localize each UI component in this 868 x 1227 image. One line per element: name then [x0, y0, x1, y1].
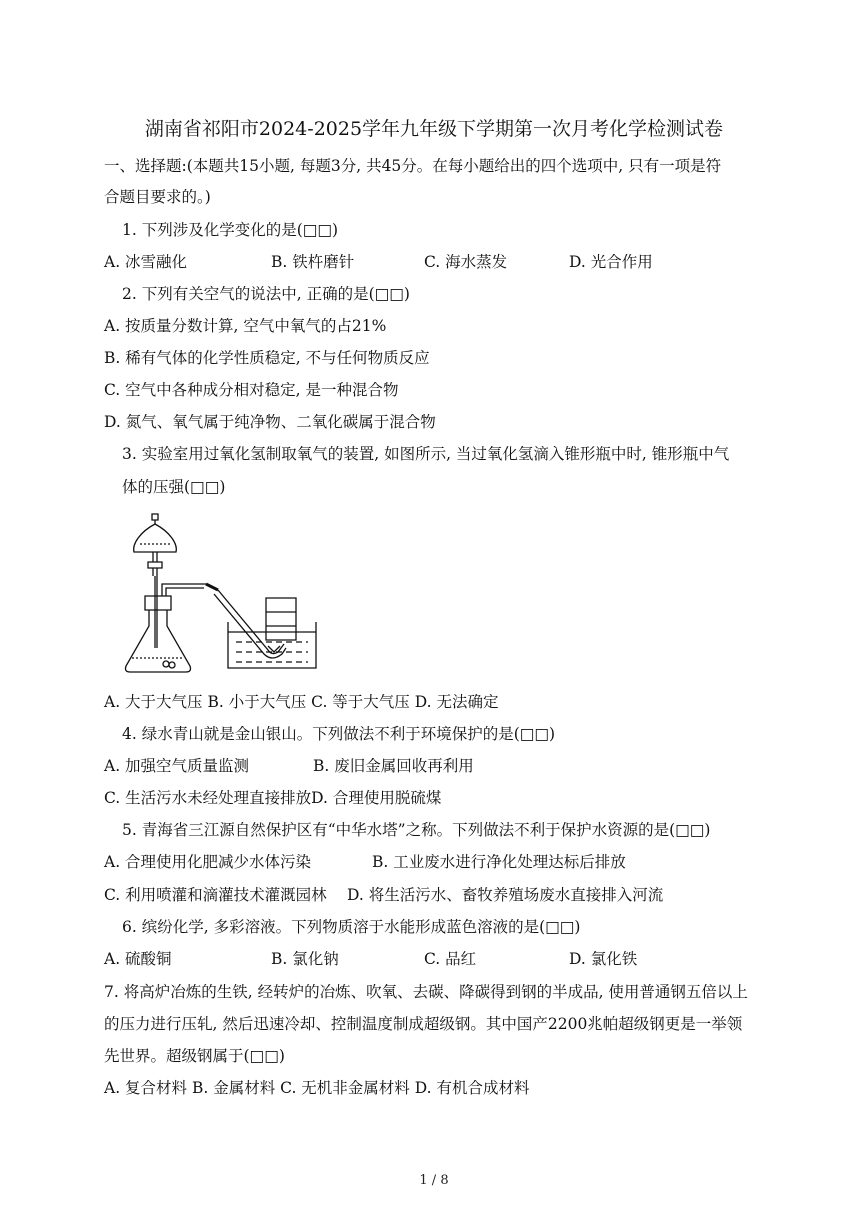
- q3-stem-line1: 3. 实验室用过氧化氢制取氧气的装置, 如图所示, 当过氧化氢滴入锥形瓶中时, 锥形瓶中气: [122, 445, 730, 463]
- q2-option-d: D. 氮气、氧气属于纯净物、二氧化碳属于混合物: [104, 413, 436, 431]
- q2-option-b: B. 稀有气体的化学性质稳定, 不与任何物质反应: [104, 349, 430, 367]
- q5-stem: 5. 青海省三江源自然保护区有“中华水塔”之称。下列做法不利于保护水资源的是(□□): [122, 821, 711, 839]
- q2-option-c: C. 空气中各种成分相对稳定, 是一种混合物: [104, 381, 399, 399]
- q5-option-c: C. 利用喷灌和滴灌技术灌溉园林: [104, 886, 327, 904]
- q1-stem: 1. 下列涉及化学变化的是(□□): [122, 221, 339, 239]
- q2-option-a: A. 按质量分数计算, 空气中氧气的占21%: [104, 317, 387, 335]
- q6-option-c: C. 品红: [424, 950, 477, 968]
- q5-option-b: B. 工业废水进行净化处理达标后排放: [372, 853, 626, 871]
- q5-option-d: D. 将生活污水、畜牧养殖场废水直接排入河流: [347, 886, 664, 904]
- q2-stem: 2. 下列有关空气的说法中, 正确的是(□□): [122, 285, 410, 303]
- q4-option-b: B. 废旧金属回收再利用: [313, 757, 474, 775]
- q6-stem: 6. 缤纷化学, 多彩溶液。下列物质溶于水能形成蓝色溶液的是(□□): [122, 918, 581, 936]
- q1-option-d: D. 光合作用: [569, 253, 653, 271]
- q4-option-cd: C. 生活污水未经处理直接排放D. 合理使用脱硫煤: [104, 789, 442, 807]
- q5-option-a: A. 合理使用化肥减少水体污染: [104, 853, 312, 871]
- q7-stem-line1: 7. 将高炉冶炼的生铁, 经转炉的冶炼、吹氧、去碳、降碳得到钢的半成品, 使用普通钢五倍以上: [104, 983, 748, 1001]
- q4-stem: 4. 绿水青山就是金山银山。下列做法不利于环境保护的是(□□): [122, 725, 556, 743]
- q6-option-a: A. 硫酸铜: [104, 950, 172, 968]
- q1-option-a: A. 冰雪融化: [104, 253, 188, 271]
- q3-stem-line2: 体的压强(□□): [122, 478, 226, 496]
- q7-stem-line3: 先世界。超级钢属于(□□): [104, 1047, 285, 1065]
- section-heading-line2: 合题目要求的。): [104, 188, 211, 206]
- section-heading-line1: 一、选择题:(本题共15小题, 每题3分, 共45分。在每小题给出的四个选项中, 只有一项是符: [104, 157, 722, 175]
- q3-options: A. 大于大气压 B. 小于大气压 C. 等于大气压 D. 无法确定: [104, 693, 499, 711]
- q6-option-d: D. 氯化铁: [569, 950, 638, 968]
- page-number: 1 / 8: [419, 1173, 449, 1188]
- q7-options: A. 复合材料 B. 金属材料 C. 无机非金属材料 D. 有机合成材料: [104, 1079, 530, 1097]
- q4-option-a: A. 加强空气质量监测: [104, 757, 250, 775]
- q7-stem-line2: 的压力进行压轧, 然后迅速冷却、控制温度制成超级钢。其中国产2200兆帕超级钢更是一举领: [104, 1015, 743, 1033]
- q6-option-b: B. 氯化钠: [271, 950, 339, 968]
- oxygen-apparatus-figure: [118, 508, 328, 678]
- q1-option-b: B. 铁杵磨针: [271, 253, 355, 271]
- q1-option-c: C. 海水蒸发: [424, 253, 508, 271]
- page-title: 湖南省祁阳市2024-2025学年九年级下学期第一次月考化学检测试卷: [144, 118, 724, 140]
